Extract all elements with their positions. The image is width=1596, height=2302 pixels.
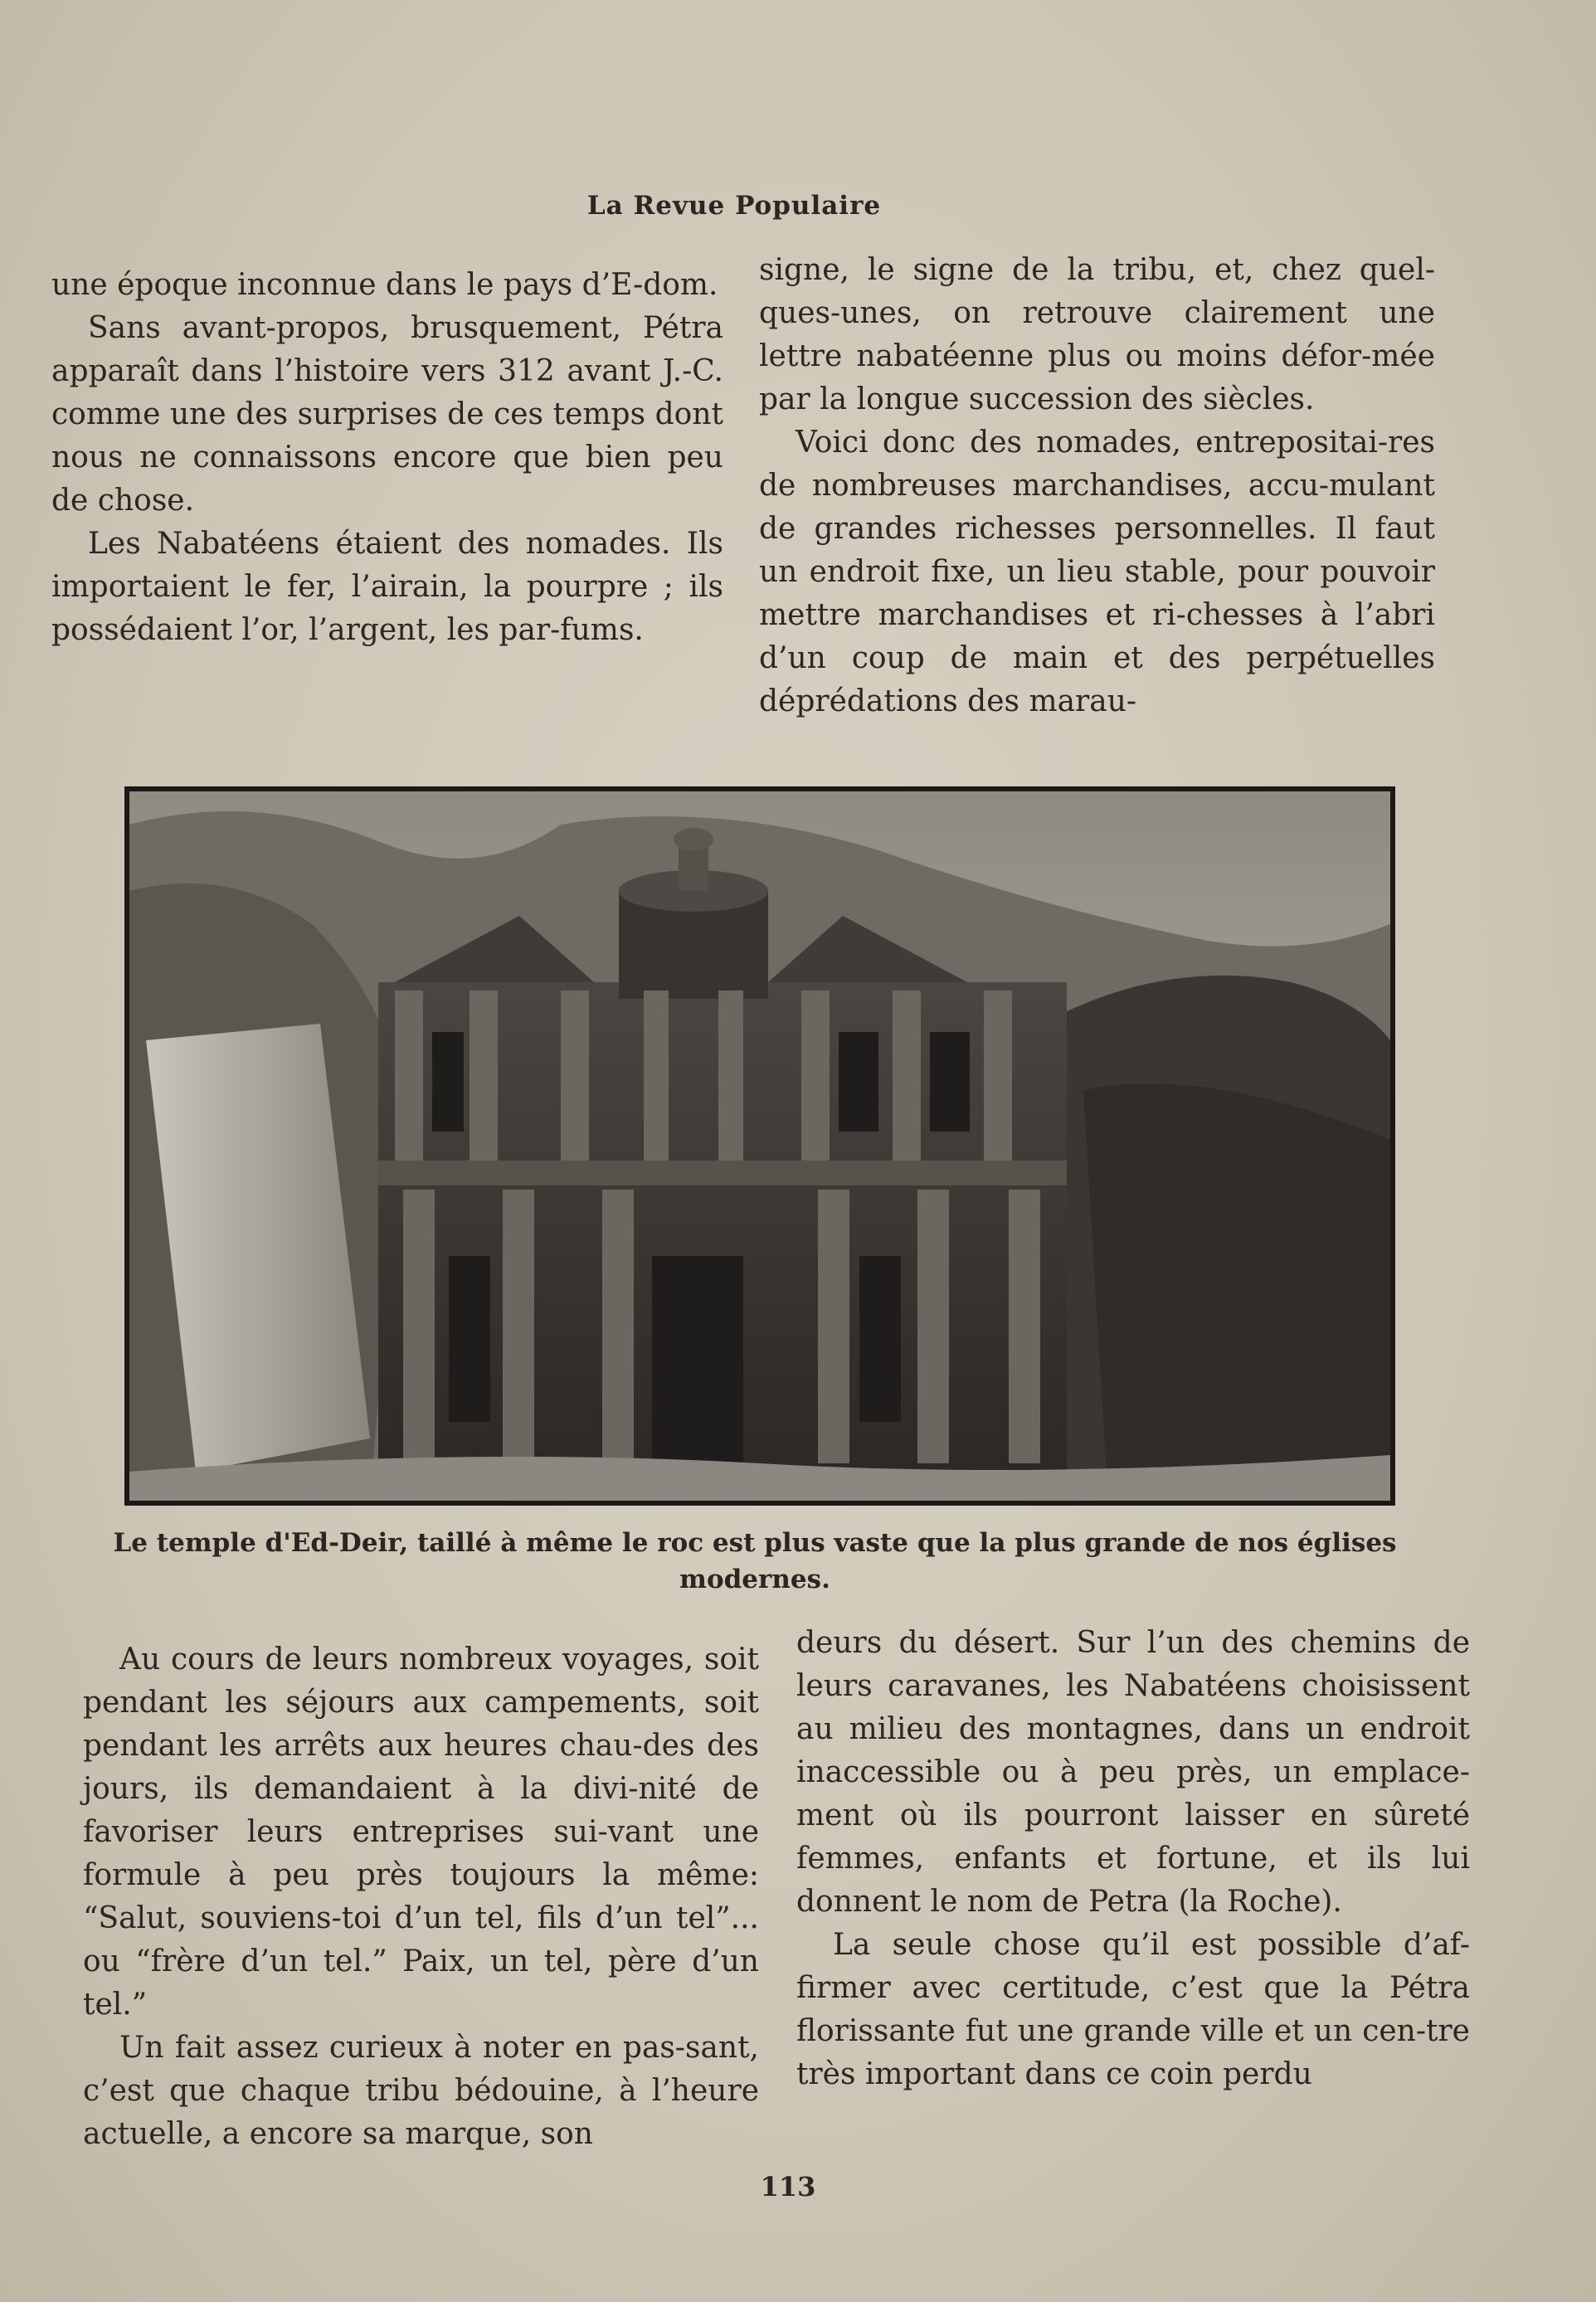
paragraph: deurs du désert. Sur l’un des chemins de leurs caravanes, les Nabatéens choisissent au milieu des montagnes, dans un endroit inaccessible ou à peu près, un emplace-ment où ils pourront laisser en sûreté femmes, enfants et fortune, et ils lui donnent le nom de Petra (la Roche). bbox=[796, 1626, 1470, 1919]
column-bottom-left bbox=[83, 1638, 759, 2156]
figure-caption: Le temple d'Ed-Deir, taillé à même le roc est plus vaste que la plus grande de nos églises modernes. bbox=[113, 1528, 1397, 1594]
paragraph: La seule chose qu’il est possible d’af-firmer avec certitude, c’est que la Pétra florissante fut une grande ville et un cen-tre très important dans ce coin perdu bbox=[796, 1928, 1470, 2091]
page-number: 113 bbox=[760, 2171, 816, 2202]
paragraph: Au cours de leurs nombreux voyages, soit pendant les séjours aux campements, soit pendant les arrêts aux heures chau-des des jours, ils demandaient à la divi-nité de favoriser leurs entreprises sui-vant une formule à peu près toujours la même: “Salut, souviens-toi d’un tel, fils d’un tel”... ou “frère d’un tel.” Paix, un tel, père d’un tel.” bbox=[83, 1643, 759, 2022]
paragraph: une époque inconnue dans le pays d’E-dom. bbox=[51, 268, 718, 302]
paragraph: Sans avant-propos, brusquement, Pétra apparaît dans l’histoire vers 312 avant J.-C. comme une des surprises de ces temps dont nous ne connaissons encore que bien peu de chose. bbox=[51, 311, 723, 518]
paragraph: Voici donc des nomades, entrepositai-res de nombreuses marchandises, accu-mulant de grandes richesses personnelles. Il faut un endroit fixe, un lieu stable, pour pouvoir mettre marchandises et ri-chesses à l’abri d’un coup de main et des perpétuelles déprédations des marau- bbox=[759, 426, 1435, 718]
paragraph: signe, le signe de la tribu, et, chez quel-ques-unes, on retrouve clairement une lettre nabatéenne plus ou moins défor-mée par la longue succession des siècles. bbox=[759, 253, 1435, 416]
temple-photo bbox=[124, 786, 1395, 1506]
paragraph: Un fait assez curieux à noter en pas-sant, c’est que chaque tribu bédouine, à l’heure actuelle, a encore sa marque, son bbox=[83, 2031, 759, 2151]
paragraph: Les Nabatéens étaient des nomades. Ils importaient le fer, l’airain, la pourpre ; ils possédaient l’or, l’argent, les par-fums. bbox=[51, 527, 723, 647]
rock-cut-temple-photo-icon bbox=[129, 791, 1390, 1501]
running-title: La Revue Populaire bbox=[586, 191, 882, 221]
column-top-right bbox=[759, 249, 1435, 723]
column-top-left bbox=[51, 264, 723, 652]
column-bottom-right bbox=[796, 1622, 1470, 2096]
